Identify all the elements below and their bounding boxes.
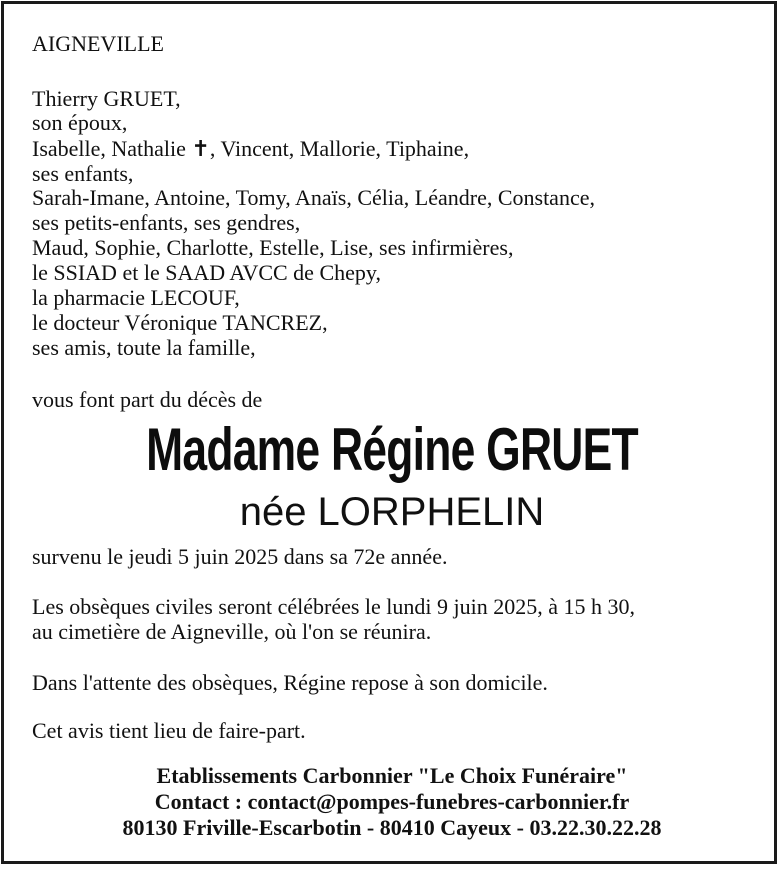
locality: AIGNEVILLE (32, 31, 164, 56)
notice-info: Cet avis tient lieu de faire-part. (32, 718, 306, 743)
family-line-3 (32, 137, 469, 162)
family-line-7: Maud, Sophie, Charlotte, Estelle, Lise, ses infirmières, (32, 235, 514, 260)
cross-icon: ✝ (191, 137, 210, 162)
family-line-3-start: Isabelle, Nathalie (32, 136, 186, 161)
maiden-name: née LORPHELIN (239, 490, 545, 534)
family-line-4: ses enfants, (32, 161, 134, 186)
rest-info: Dans l'attente des obsèques, Régine repose à son domicile. (32, 670, 548, 695)
family-line-6: ses petits-enfants, ses gendres, (32, 210, 301, 235)
funeral-home-name: Etablissements Carbonnier "Le Choix Funéraire" (156, 763, 628, 788)
funeral-line-2: au cimetière de Aigneville, où l'on se réunira. (32, 619, 432, 644)
family-line-3-end: , Vincent, Mallorie, Tiphaine, (209, 136, 470, 161)
family-line-8: le SSIAD et le SAAD AVCC de Chepy, (32, 260, 381, 285)
announcement: vous font part du décès de (32, 387, 263, 412)
funeral-home-contact: Contact : contact@pompes-funebres-carbonnier.fr (154, 789, 630, 814)
family-line-10: le docteur Véronique TANCREZ, (32, 310, 328, 335)
funeral-line-1: Les obsèques civiles seront célébrées le lundi 9 juin 2025, à 15 h 30, (32, 594, 636, 619)
family-line-2: son époux, (32, 110, 128, 135)
family-line-11: ses amis, toute la famille, (32, 335, 256, 360)
family-line-5: Sarah-Imane, Antoine, Tomy, Anaïs, Célia, Léandre, Constance, (32, 185, 595, 210)
death-info: survenu le jeudi 5 juin 2025 dans sa 72e année. (32, 544, 448, 569)
family-line-9: la pharmacie LECOUF, (32, 285, 240, 310)
deceased-name: Madame Régine GRUET (146, 416, 638, 483)
family-line-1: Thierry GRUET, (32, 86, 181, 111)
funeral-home-address: 80130 Friville-Escarbotin - 80410 Cayeux - 03.22.30.22.28 (122, 815, 662, 840)
